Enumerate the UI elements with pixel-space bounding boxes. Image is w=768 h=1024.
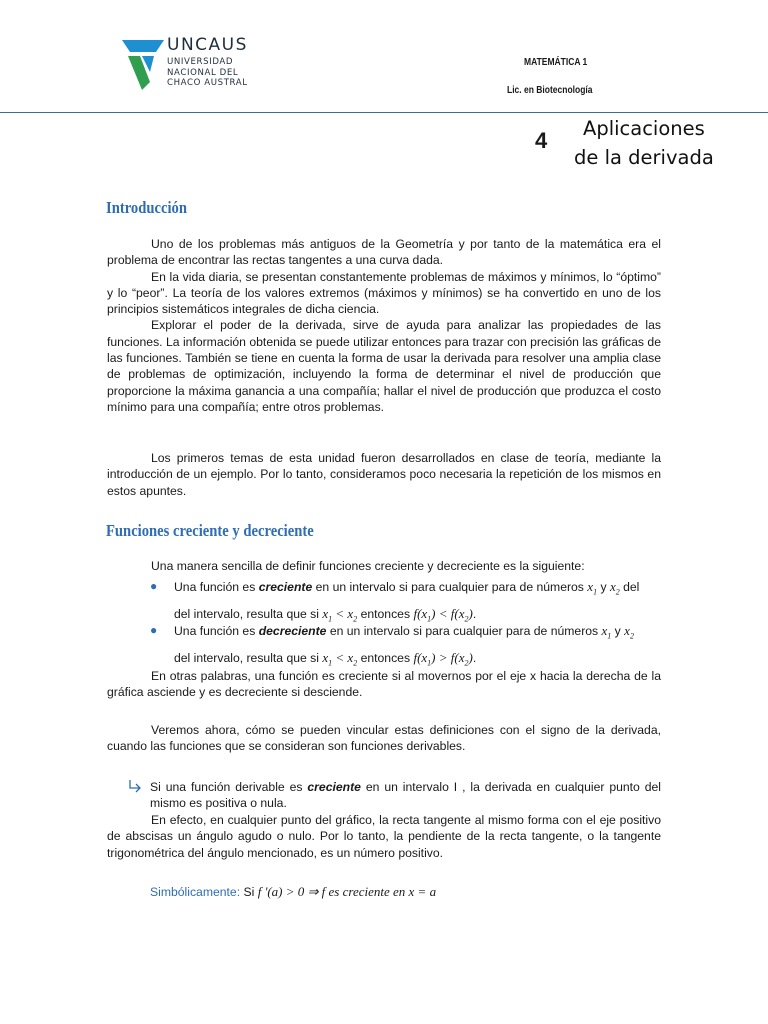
intro-body	[107, 236, 661, 415]
bullet-icon: ●	[150, 623, 158, 637]
note-creciente: Si una función derivable es creciente en un intervalo I , la derivada en cualquier punto del mismo es positiva o nula.	[150, 780, 662, 811]
paragraph: Veremos ahora, cómo se pueden vincular estas definiciones con el signo de la derivada, cuando las funciones que se consideran son funciones derivables.	[107, 723, 661, 754]
logo-name: UNCAUS	[167, 35, 248, 55]
chapter-number: 4	[535, 128, 548, 153]
paragraph: En efecto, en cualquier punto del gráfico, la recta tangente al mismo forma con el eje positivo de abscisas un ángulo agudo o nulo. Por lo tanto, la pendiente de la recta tangente, o la tangente trigonométrica del ángulo mencionado, es un número positivo.	[107, 813, 661, 860]
career-title: Lic. en Biotecnología	[507, 85, 593, 96]
paragraph: Uno de los problemas más antiguos de la Geometría y por tanto de la matemática era el problema de encontrar las rectas tangentes a una curva dada.	[107, 237, 661, 268]
hand-pointing-icon	[128, 778, 144, 794]
veremos	[107, 722, 661, 755]
course-title: MATEMÁTICA 1	[524, 57, 588, 68]
intro-body-2	[107, 450, 661, 499]
paragraph: Una manera sencilla de definir funciones creciente y decreciente es la siguiente:	[151, 559, 585, 573]
formula: f '(a) > 0 ⇒ f es creciente en x = a	[257, 884, 437, 899]
bullet-icon: ●	[150, 579, 158, 593]
other-words	[107, 668, 661, 701]
section-lead	[107, 558, 661, 574]
chapter-title: Aplicaciones de la derivada	[574, 117, 714, 169]
symbolic-label: Simbólicamente:	[150, 885, 241, 899]
bullet-decreciente: ● Una función es decreciente en un intervalo si para cualquier para de números $x_1$ y $x_2$ del intervalo, resulta que si $x_1 < x_2$ entonces $f(x_1) > f(x_2)$.	[150, 620, 662, 673]
bullet-creciente: ● Una función es creciente en un intervalo si para cualquier para de números $x_1$ y $x_2$ del del intervalo, resulta que si $x_1 < x_2$ entonces $f(x_1) < f(x_2)$.	[150, 576, 662, 629]
paragraph: En otras palabras, una función es creciente si al movernos por el eje x hacia la derecha de la gráfica asciende y es decreciente si desciende.	[107, 669, 661, 700]
section-heading: Funciones creciente y decreciente	[106, 521, 314, 540]
efecto	[107, 812, 661, 861]
logo-subtitle: UNIVERSIDAD NACIONAL DEL CHACO AUSTRAL	[167, 57, 248, 88]
symbolic-statement: Simbólicamente: Si f '(a) > 0 ⇒ f es creciente en x = a	[150, 884, 437, 899]
paragraph: Explorar el poder de la derivada, sirve de ayuda para analizar las propiedades de las funciones. La información obtenida se puede utilizar entonces para trazar con precisión las gráficas de las funciones. También se tiene en cuenta la forma de usar la derivada para resolver una amplia clase de problemas de optimización, incluyendo la forma de determinar el nivel de producción que proporcione la máxima ganancia a una compañía; hallar el nivel de producción que produzca el costo mínimo para una compañía; entre otros problemas.	[107, 318, 661, 414]
paragraph: En la vida diaria, se presentan constantemente problemas de máximos y mínimos, lo “óptimo” y lo “peor”. La teoría de los valores extremos (máximos y mínimos) se ha convertido en uno de los principios sistemáticos integrales de dicha ciencia.	[107, 269, 661, 317]
paragraph: Los primeros temas de esta unidad fueron desarrollados en clase de teoría, mediante la introducción de un ejemplo. Por lo tanto, consideramos poco necesaria la repetición de los mismos en estos apuntes.	[107, 451, 661, 498]
header-divider	[0, 112, 768, 113]
intro-heading: Introducción	[106, 198, 187, 217]
